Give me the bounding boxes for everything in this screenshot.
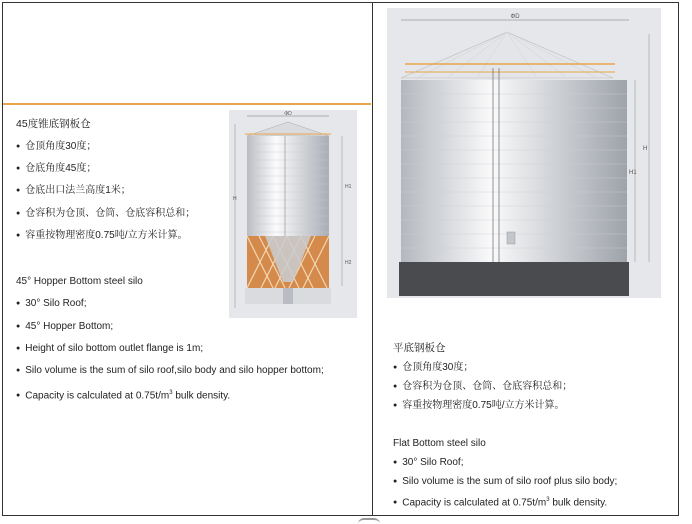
- left-en-item: ● 45° Hopper Bottom;: [16, 320, 113, 334]
- flat-silo-diagram: [387, 8, 661, 298]
- footer-decoration: [358, 518, 380, 524]
- right-en-title: Flat Bottom steel silo: [393, 438, 486, 449]
- flat-silo-illustration: [387, 8, 661, 298]
- right-cn-item: ● 仓容积为仓顶、仓筒、仓底容积总和；: [393, 380, 572, 394]
- left-cn-title: 45度锥底钢板仓: [16, 118, 91, 130]
- hopper-silo-diagram: [229, 110, 357, 318]
- left-en-title: 45° Hopper Bottom steel silo: [16, 276, 143, 287]
- left-cn-item: ● 仓底出口法兰高度1米；: [16, 184, 131, 198]
- left-en-capacity: ● Capacity is calculated at $0.75t/m^3$ bulk density.: [16, 387, 230, 403]
- right-cn-item: ● 容重按物理密度0.75吨/立方米计算。: [393, 399, 564, 413]
- dim-d-label: ΦD: [510, 14, 520, 20]
- dim-h1-label: H1: [629, 170, 637, 176]
- dim-h1-label: H1: [345, 184, 352, 190]
- section-divider: [3, 103, 371, 105]
- left-cn-item: ● 仓顶角度30度；: [16, 140, 96, 154]
- hopper-silo-illustration: [229, 110, 357, 318]
- right-cn-title: 平底钢板仓: [393, 342, 446, 354]
- left-en-item: ● Silo volume is the sum of silo roof,silo body and silo hopper bottom;: [16, 364, 324, 378]
- left-en-item: ● Height of silo bottom outlet flange is 1m;: [16, 342, 203, 356]
- left-cn-item: ● 仓容积为仓顶、仓筒、仓底容积总和；: [16, 207, 195, 221]
- right-cn-item: ● 仓顶角度30度；: [393, 361, 473, 375]
- left-en-item: ● 30° Silo Roof;: [16, 297, 87, 311]
- left-cn-item: ● 容重按物理密度0.75吨/立方米计算。: [16, 229, 187, 243]
- dim-h2-label: H2: [345, 260, 352, 266]
- left-cn-item: ● 仓底角度45度；: [16, 162, 96, 176]
- dim-d-label: ΦD: [284, 111, 292, 117]
- right-en-capacity: ● Capacity is calculated at $0.75t/m^3$ bulk density.: [393, 494, 607, 510]
- column-divider: [372, 2, 373, 516]
- right-en-item: ● Silo volume is the sum of silo roof plus silo body;: [393, 475, 617, 489]
- dim-h-label: H: [643, 146, 648, 152]
- dim-h-label: H: [233, 196, 237, 202]
- right-en-item: ● 30° Silo Roof;: [393, 456, 464, 470]
